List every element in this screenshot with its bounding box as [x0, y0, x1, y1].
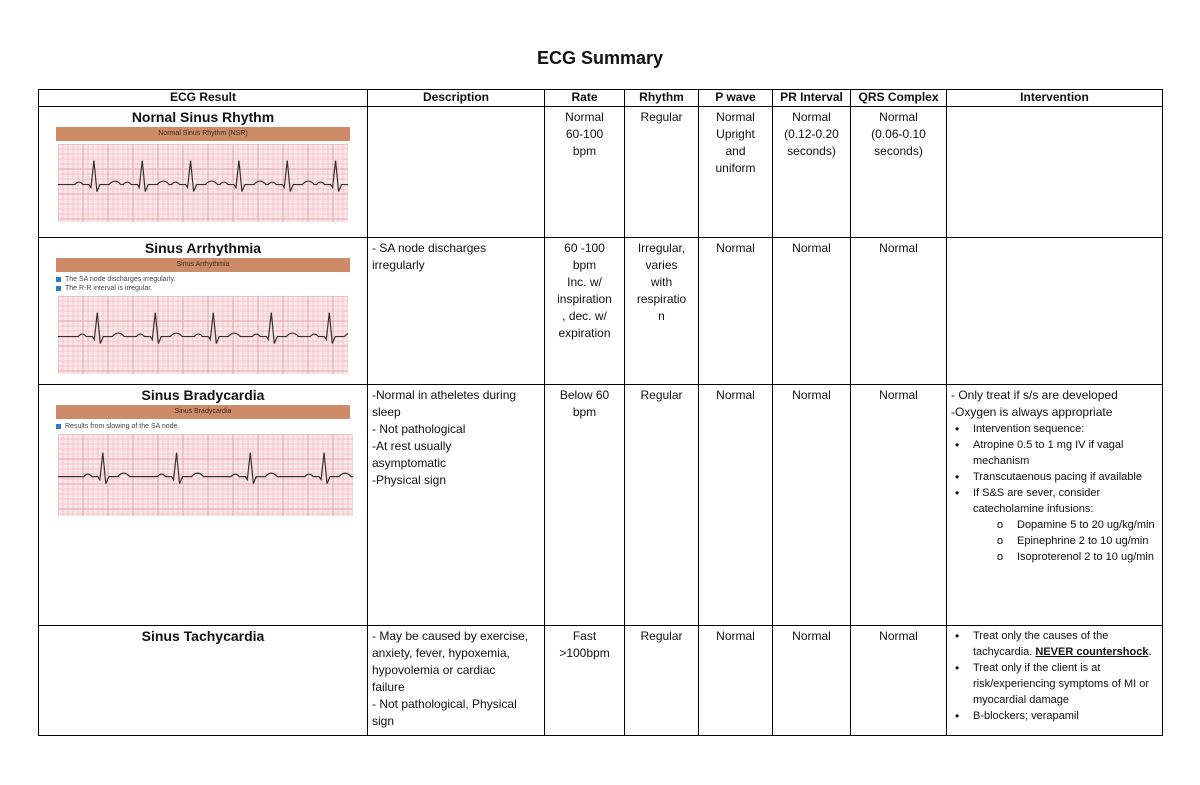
pr-line: Normal — [792, 110, 831, 124]
description-line: sign — [372, 714, 395, 728]
table-row — [39, 385, 1163, 626]
strip-note: Results from slowing of the SA node. — [56, 422, 350, 431]
rate-cell — [545, 626, 625, 736]
header-rate: Rate — [545, 90, 625, 107]
description-line: asymptomatic — [372, 456, 447, 470]
strip-notes — [56, 422, 350, 431]
rate-line: Fast — [572, 629, 597, 643]
description-line: - May be caused by exercise, — [372, 629, 529, 643]
rate-line: bpm — [572, 144, 597, 158]
strip-banner: Normal Sinus Rhythm (NSR) — [56, 127, 350, 141]
intervention-line: - Only treat if s/s are developed — [951, 388, 1118, 402]
intervention-cell — [947, 626, 1163, 736]
rhythm-name: Sinus Arrhythmia — [144, 240, 262, 256]
rate-line: Below 60 — [559, 388, 610, 402]
rhythm-name: Nornal Sinus Rhythm — [131, 109, 275, 125]
header-description: Description — [368, 90, 545, 107]
description-line: -At rest usually — [372, 439, 452, 453]
intervention-cell — [947, 107, 1163, 238]
list-item-text: If S&S are sever, consider catecholamine infusions: — [973, 487, 1101, 515]
header-pr-interval: PR Interval — [773, 90, 851, 107]
rhythm-line: n — [658, 309, 665, 323]
rate-line: , dec. w/ — [562, 309, 607, 323]
qrs-line: (0.06-0.10 — [871, 127, 926, 141]
strip-grid-bg — [58, 434, 353, 516]
intervention-list — [951, 628, 1158, 724]
description-line: - Not pathological — [372, 422, 466, 436]
ecg-strip-image — [58, 434, 353, 516]
strip-note: The R-R interval is irregular. — [56, 284, 350, 293]
description-line: -Normal in atheletes during — [372, 388, 517, 402]
pr-interval-cell — [773, 107, 851, 238]
table-row — [39, 626, 1163, 736]
p-wave-cell: Normal — [699, 626, 773, 736]
sub-list-item: o Epinephrine 2 to 10 ug/min — [1017, 533, 1158, 549]
list-item: • Transcutaenous pacing if available — [973, 469, 1158, 485]
header-p-wave: P wave — [699, 90, 773, 107]
p-wave-cell: Normal — [699, 385, 773, 626]
rate-line: >100bpm — [559, 646, 610, 660]
p-wave-cell — [699, 107, 773, 238]
description-line: -Physical sign — [372, 473, 447, 487]
qrs-cell: Normal — [851, 238, 947, 385]
p-wave-cell: Normal — [699, 238, 773, 385]
description-line: - Not pathological, Physical — [372, 697, 517, 711]
list-item: • Treat only if the client is at risk/experiencing symptoms of MI or myocardial damage — [973, 660, 1158, 708]
strip-banner: Sinus Arrhythmia — [56, 258, 350, 272]
sub-list-item: o Dopamine 5 to 20 ug/kg/min — [1017, 517, 1158, 533]
description-cell — [368, 107, 545, 238]
ecg-result-cell — [39, 107, 368, 238]
rate-cell — [545, 107, 625, 238]
pr-line: (0.12-0.20 — [784, 127, 839, 141]
list-item: • Atropine 0.5 to 1 mg IV if vagal mechanism — [973, 437, 1158, 469]
header-rhythm: Rhythm — [625, 90, 699, 107]
table-row — [39, 107, 1163, 238]
header-row — [39, 90, 1163, 107]
description-cell — [368, 385, 545, 626]
rate-cell — [545, 385, 625, 626]
description-line: sleep — [372, 405, 401, 419]
header-intervention: Intervention — [947, 90, 1163, 107]
description-line: anxiety, fever, hypoxemia, — [372, 646, 510, 660]
pr-interval-cell: Normal — [773, 626, 851, 736]
strip-banner: Sinus Bradycardia — [56, 405, 350, 419]
intervention-cell — [947, 385, 1163, 626]
never-countershock-emphasis: NEVER countershock — [1035, 646, 1149, 658]
rate-line: 60-100 — [565, 127, 604, 141]
strip-notes — [56, 275, 350, 293]
ecg-result-cell — [39, 238, 368, 385]
strip-note: The SA node discharges irregularly. — [56, 275, 350, 284]
p-wave-line: Normal — [716, 110, 755, 124]
rhythm-cell — [625, 238, 699, 385]
description-line: irregularly — [372, 258, 425, 272]
description-cell — [368, 626, 545, 736]
intervention-line: -Oxygen is always appropriate — [951, 405, 1113, 419]
qrs-cell — [851, 107, 947, 238]
intervention-cell — [947, 238, 1163, 385]
rhythm-line: Irregular, — [637, 241, 686, 255]
list-item: • Intervention sequence: — [973, 421, 1158, 437]
rate-line: inspiration — [557, 292, 612, 306]
rhythm-name: Sinus Tachycardia — [141, 628, 265, 644]
rhythm-cell: Regular — [625, 626, 699, 736]
qrs-line: seconds) — [874, 144, 923, 158]
list-item — [973, 628, 1158, 660]
list-item — [973, 485, 1158, 565]
qrs-cell: Normal — [851, 626, 947, 736]
header-qrs-complex: QRS Complex — [851, 90, 947, 107]
description-cell — [368, 238, 545, 385]
rate-cell — [545, 238, 625, 385]
ecg-result-cell — [39, 626, 368, 736]
rhythm-cell: Regular — [625, 107, 699, 238]
rhythm-name: Sinus Bradycardia — [141, 387, 265, 403]
qrs-line: Normal — [879, 110, 918, 124]
p-wave-line: and — [725, 144, 746, 158]
p-wave-line: Upright — [716, 127, 755, 141]
period: . — [1148, 646, 1152, 658]
ecg-summary-table — [38, 89, 1163, 736]
intervention-list — [951, 421, 1158, 565]
header-ecg-result: ECG Result — [39, 90, 368, 107]
rhythm-line: respiratio — [636, 292, 687, 306]
intervention-sublist — [973, 517, 1158, 565]
table-row — [39, 238, 1163, 385]
description-line: hypovolemia or cardiac — [372, 663, 496, 677]
description-line: - SA node discharges — [372, 241, 487, 255]
rate-line: expiration — [558, 326, 611, 340]
rate-line: Normal — [565, 110, 604, 124]
list-item: • B-blockers; verapamil — [973, 708, 1158, 724]
list-item-text: Treat only the causes of the tachycardia. — [973, 630, 1109, 658]
pr-interval-cell: Normal — [773, 385, 851, 626]
qrs-cell: Normal — [851, 385, 947, 626]
rate-line: 60 -100 — [564, 241, 605, 255]
ecg-result-cell — [39, 385, 368, 626]
rhythm-cell: Regular — [625, 385, 699, 626]
rhythm-line: with — [650, 275, 673, 289]
ecg-strip-image — [58, 144, 348, 222]
p-wave-line: uniform — [715, 161, 756, 175]
rate-line: bpm — [572, 258, 597, 272]
rate-line: Inc. w/ — [567, 275, 602, 289]
sub-list-item: o Isoproterenol 2 to 10 ug/min — [1017, 549, 1158, 565]
rhythm-line: varies — [645, 258, 678, 272]
pr-line: seconds) — [787, 144, 836, 158]
description-line: failure — [372, 680, 405, 694]
page-title: ECG Summary — [536, 48, 664, 68]
rate-line: bpm — [572, 405, 597, 419]
pr-interval-cell: Normal — [773, 238, 851, 385]
ecg-strip-image — [58, 296, 348, 374]
